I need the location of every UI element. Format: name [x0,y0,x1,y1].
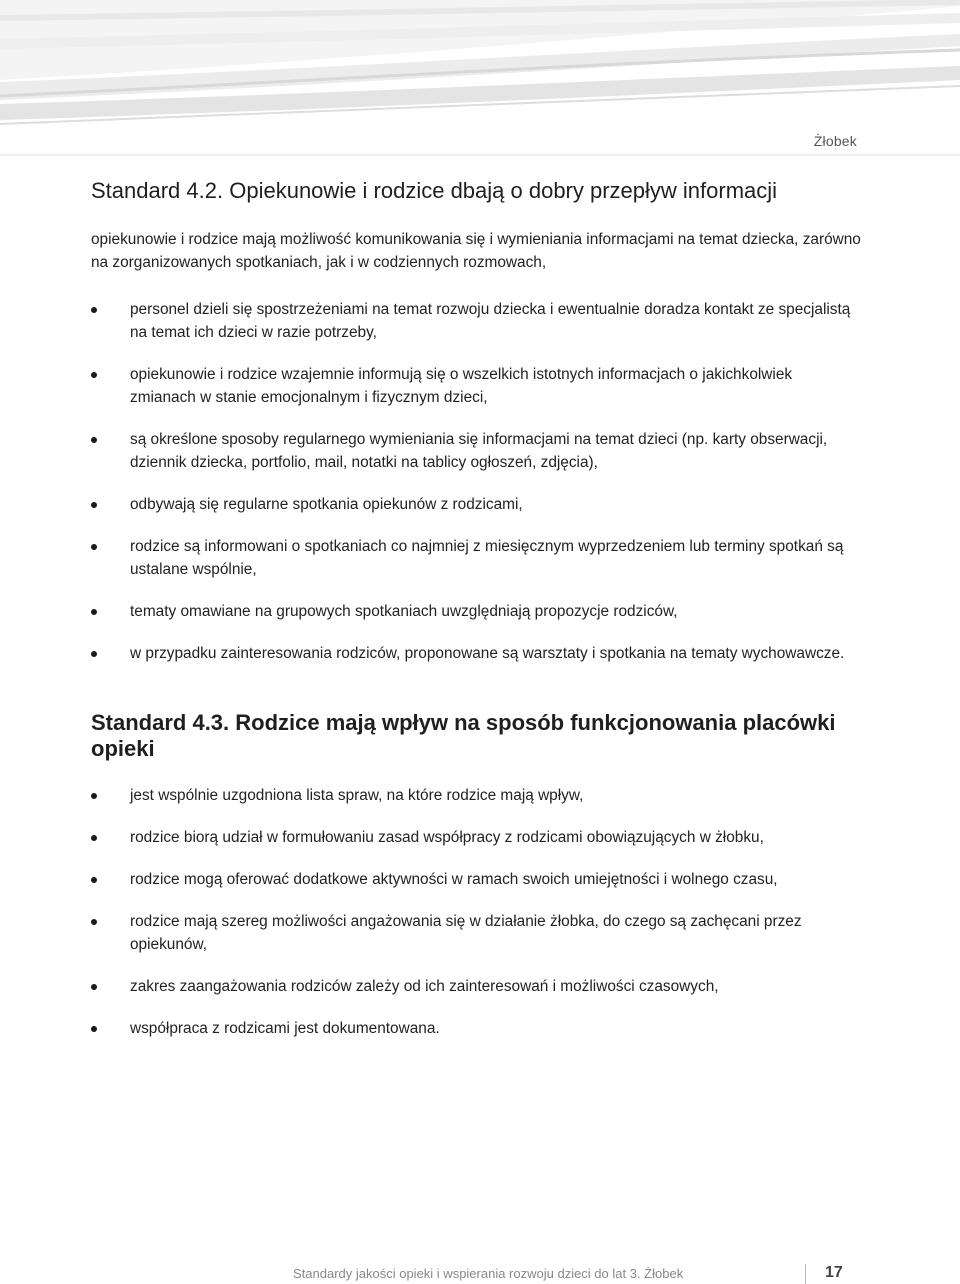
bullet-icon [91,877,97,883]
page-content [91,178,861,1040]
page-footer [0,1264,960,1284]
bullet-icon [91,372,97,378]
list-item [91,910,861,956]
list-item [91,1017,861,1040]
list-item-text: odbywają się regularne spotkania opiekunów z rodzicami, [130,496,523,513]
section2-list [91,784,861,1040]
bullet-icon [91,984,97,990]
list-item [91,298,861,344]
footer-divider [805,1264,806,1284]
list-item-text: rodzice mają szereg możliwości angażowania się w działanie żłobka, do czego są zachęcani przez opiekunów, [130,913,802,953]
bullet-icon [91,1026,97,1032]
bullet-icon [91,835,97,841]
list-item-text: rodzice mogą oferować dodatkowe aktywności w ramach swoich umiejętności i wolnego czasu, [130,871,778,888]
section1-title-text: Opiekunowie i rodzice dbają o dobry przepływ informacji [229,178,778,203]
bullet-icon [91,544,97,550]
list-item [91,784,861,807]
page-number: 17 [825,1264,843,1281]
list-item-text: są określone sposoby regularnego wymieniania się informacjami na temat dzieci (np. karty obserwacji, dziennik dziecka, portfolio, mail, notatki na tablicy ogłoszeń, zdjęcia), [130,431,828,471]
list-item [91,642,861,665]
list-item-text: tematy omawiane na grupowych spotkaniach uwzględniają propozycje rodziców, [130,603,678,620]
bullet-icon [91,502,97,508]
list-item [91,975,861,998]
list-item-text: jest wspólnie uzgodniona lista spraw, na które rodzice mają wpływ, [130,787,584,804]
list-item [91,868,861,891]
list-item-text: opiekunowie i rodzice wzajemnie informują się o wszelkich istotnych informacjach o jakichkolwiek zmianach w stanie emocjonalnym i fizycznym dzieci, [130,366,793,406]
list-item-text: personel dzieli się spostrzeżeniami na temat rozwoju dziecka i ewentualnie doradza kontakt ze specjalistą na temat ich dzieci w razie potrzeby, [130,301,851,341]
list-item [91,428,861,474]
bullet-icon [91,307,97,313]
bullet-icon [91,437,97,443]
bullet-icon [91,609,97,615]
section1-title-prefix: Standard 4.2. [91,178,224,203]
list-item-text: rodzice są informowani o spotkaniach co najmniej z miesięcznym wyprzedzeniem lub terminy spotkań są ustalane wspólnie, [130,538,844,578]
list-item [91,826,861,849]
list-item-text: rodzice biorą udział w formułowaniu zasad współpracy z rodzicami obowiązujących w żłobku, [130,829,764,846]
list-item-text: w przypadku zainteresowania rodziców, proponowane są warsztaty i spotkania na tematy wychowawcze. [130,645,845,662]
bullet-icon [91,919,97,925]
footer-title: Standardy jakości opieki i wspierania rozwoju dzieci do lat 3. Żłobek [293,1266,684,1281]
section2-title: Standard 4.3. Rodzice mają wpływ na sposób funkcjonowania placówki opieki [91,710,836,761]
section1-list [91,298,861,665]
list-item-text: współpraca z rodzicami jest dokumentowana. [130,1020,440,1037]
list-item [91,600,861,623]
bullet-icon [91,793,97,799]
header-chapter-label: Żłobek [813,133,857,149]
list-item [91,363,861,409]
bullet-icon [91,651,97,657]
section1-intro: opiekunowie i rodzice mają możliwość komunikowania się i wymieniania informacjami na temat dziecka, zarówno na zorganizowanych spotkaniach, jak i w codziennych rozmowach, [91,231,861,271]
list-item-text: zakres zaangażowania rodziców zależy od ich zainteresowań i możliwości czasowych, [130,978,719,995]
section1-title [91,178,861,204]
list-item [91,535,861,581]
list-item [91,493,861,516]
